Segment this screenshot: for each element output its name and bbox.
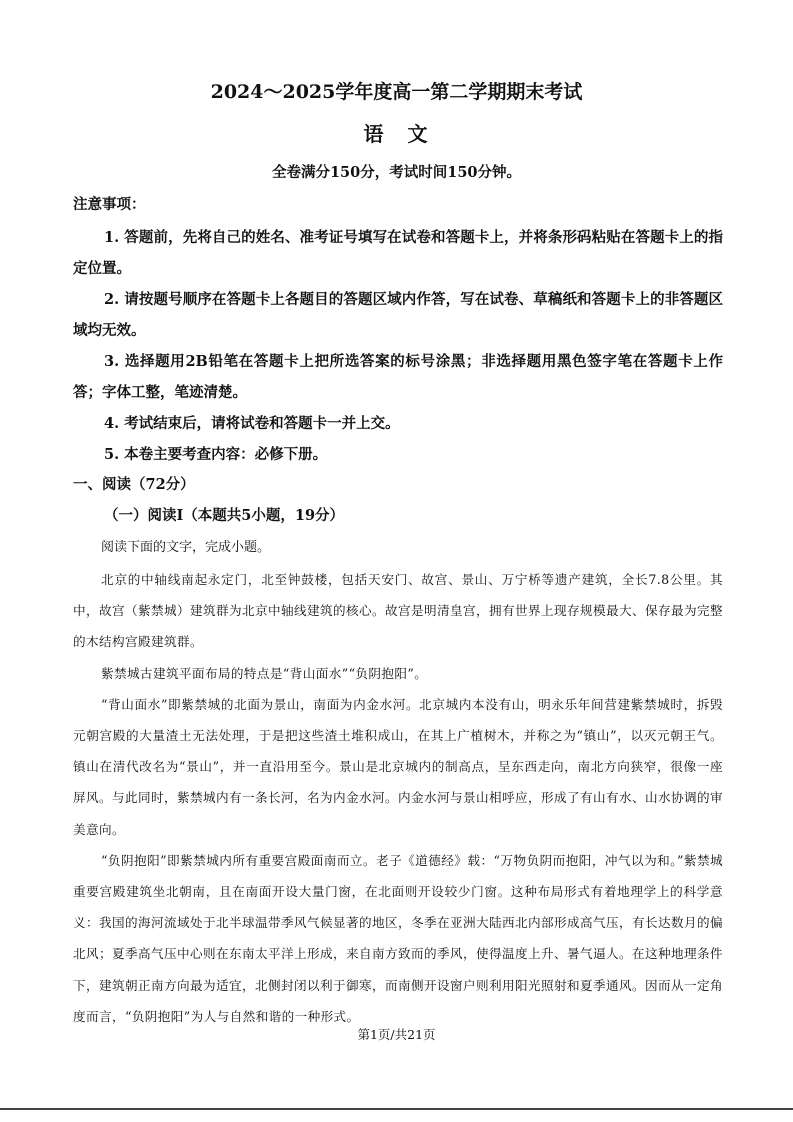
passage-paragraph: 紫禁城古建筑平面布局的特点是“背山面水”“负阴抱阳”。 <box>101 665 428 681</box>
passage-paragraph: 北京的中轴线南起永定门，北至钟鼓楼，包括天安门、故宫、景山、万宁桥等遗产建筑，全长7.8公里。其中，故宫（紫禁城）建筑群为北京中轴线建筑的核心。故宫是明清皇宫，拥有世界上现存规模最大、保存最为完整的木结构宫殿建筑群。 <box>73 572 723 650</box>
exam-subject: 语 文 <box>363 122 430 146</box>
notice-item: 1. 答题前，先将自己的姓名、准考证号填写在试卷和答题卡上，并将条形码粘贴在答题卡上的指定位置。 <box>73 229 723 277</box>
exam-title: 2024～2025学年度高一第二学期期末考试 <box>210 81 583 103</box>
reading-passage <box>73 564 723 1032</box>
passage-paragraph: “背山面水”即紫禁城的北面为景山，南面为内金水河。北京城内本没有山，明永乐年间营建紫禁城时，拆毁元朝宫殿的大量渣土无法处理，于是把这些渣土堆积成山，在其上广植树木，并称之为“镇山”，以灭元朝王气。镇山在清代改名为“景山”，并一直沿用至今。景山是北京城内的制高点，呈东西走向，南北方向狭窄，很像一座屏风。与此同时，紫禁城内有一条长河，名为内金水河。内金水河与景山相呼应，形成了有山有水、山水协调的审美意向。 <box>73 696 723 837</box>
reading-instruction: 阅读下面的文字，完成小题。 <box>101 540 271 555</box>
page-number: 第1页/共21页 <box>357 1027 436 1042</box>
bottom-divider <box>0 1108 793 1110</box>
section-heading: 一、阅读（72分） <box>73 476 195 493</box>
passage-paragraph: “负阴抱阳”即紫禁城内所有重要宫殿面南而立。老子《道德经》载：“万物负阴而抱阳，冲气以为和。”紫禁城重要宫殿建筑坐北朝南，且在南面开设大量门窗，在北面则开设较少门窗。这种布局形式有着地理学上的科学意义：我国的海河流域处于北半球温带季风气候显著的地区，冬季在亚洲大陆西北内部形成高气压，有长达数月的偏北风；夏季高气压中心则在东南太平洋上形成，来自南方致而的季风，使得温度上升、暑气逼人。在这种地理条件下，建筑朝正南方向最为适宜，北侧封闭以利于御寒，而南侧开设窗户则利用阳光照射和夏季通风。因而从一定角度而言，“负阴抱阳”为人与自然和谐的一种形式。 <box>73 852 723 1024</box>
notice-item: 2. 请按题号顺序在答题卡上各题目的答题区域内作答，写在试卷、草稿纸和答题卡上的非答题区域均无效。 <box>73 291 723 339</box>
notice-item: 5. 本卷主要考查内容：必修下册。 <box>104 446 328 463</box>
notice-heading: 注意事项： <box>73 196 146 213</box>
notice-item: 3. 选择题用2B铅笔在答题卡上把所选答案的标号涂黑；非选择题用黑色签字笔在答题卡上作答；字体工整，笔迹清楚。 <box>73 353 723 401</box>
notice-item: 4. 考试结束后，请将试卷和答题卡一并上交。 <box>104 415 400 432</box>
subsection-heading: （一）阅读Ⅰ（本题共5小题，19分） <box>104 507 345 524</box>
exam-meta: 全卷满分150分，考试时间150分钟。 <box>271 164 522 181</box>
notice-list <box>73 222 723 470</box>
